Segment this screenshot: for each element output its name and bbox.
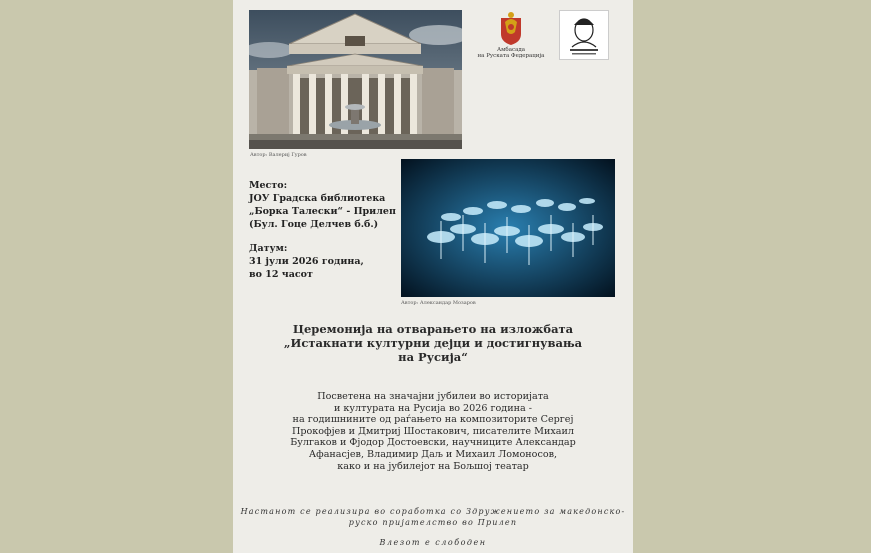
venue-line-2: „Борка Талески“ - Прилеп (249, 206, 396, 217)
description-line: на годишнините од раѓањето на композиторите Сергеј (292, 414, 574, 426)
description-line: Булгаков и Фјодор Достоевски, научниците Александар (290, 437, 576, 449)
theatre-photo-caption: Автор: Валериј Гуров (250, 152, 307, 158)
free-entry-note: Влезот е слободен (379, 538, 487, 547)
library-logo-icon (559, 10, 609, 60)
ballet-photo (401, 159, 615, 297)
partner-line-2: руско пријателство во Прилеп (348, 518, 518, 527)
event-poster (233, 0, 633, 553)
ballet-photo-caption: Автор: Александар Мозаров (401, 300, 476, 306)
description-line: како и на јубилејот на Бољшој театар (337, 460, 529, 472)
date-label: Датум: (249, 243, 288, 254)
partner-note (233, 506, 633, 528)
date-line-2: во 12 часот (249, 269, 313, 280)
date-line-1: 31 јули 2026 година, (249, 256, 364, 267)
embassy-line-2: на Руската Федерација (477, 53, 545, 59)
venue-line-1: ЈОУ Градска библиотека (249, 193, 386, 204)
event-title (233, 322, 633, 364)
description-line: Посветена на значајни јубилеи во историјата (317, 391, 549, 402)
title-line-2: „Истакнати културни дејци и достигнувања (283, 336, 583, 350)
description-line: и културата на Русија во 2026 година - (333, 402, 533, 414)
embassy-label (473, 47, 549, 59)
venue-label: Место: (249, 180, 288, 191)
event-details (249, 179, 399, 281)
partner-line-1: Настанот се реализира во соработка со Здружението за македонско- (240, 507, 626, 516)
embassy-line-1: Амбасада (496, 47, 526, 53)
description-line: Прокофјев и Дмитриј Шостакович, писателите Михаил (292, 425, 574, 437)
venue-line-3: (Бул. Гоце Делчев б.б.) (249, 219, 379, 230)
title-line-1: Церемонија на отварањето на изложбата (292, 322, 574, 336)
title-line-3: на Русија“ (398, 350, 468, 364)
bolshoi-theatre-photo (249, 10, 462, 149)
description-line: Афанасјев, Владимир Даљ и Михаил Ломоносов, (308, 448, 558, 460)
russian-coat-of-arms-icon (497, 10, 525, 46)
event-description (233, 391, 633, 472)
